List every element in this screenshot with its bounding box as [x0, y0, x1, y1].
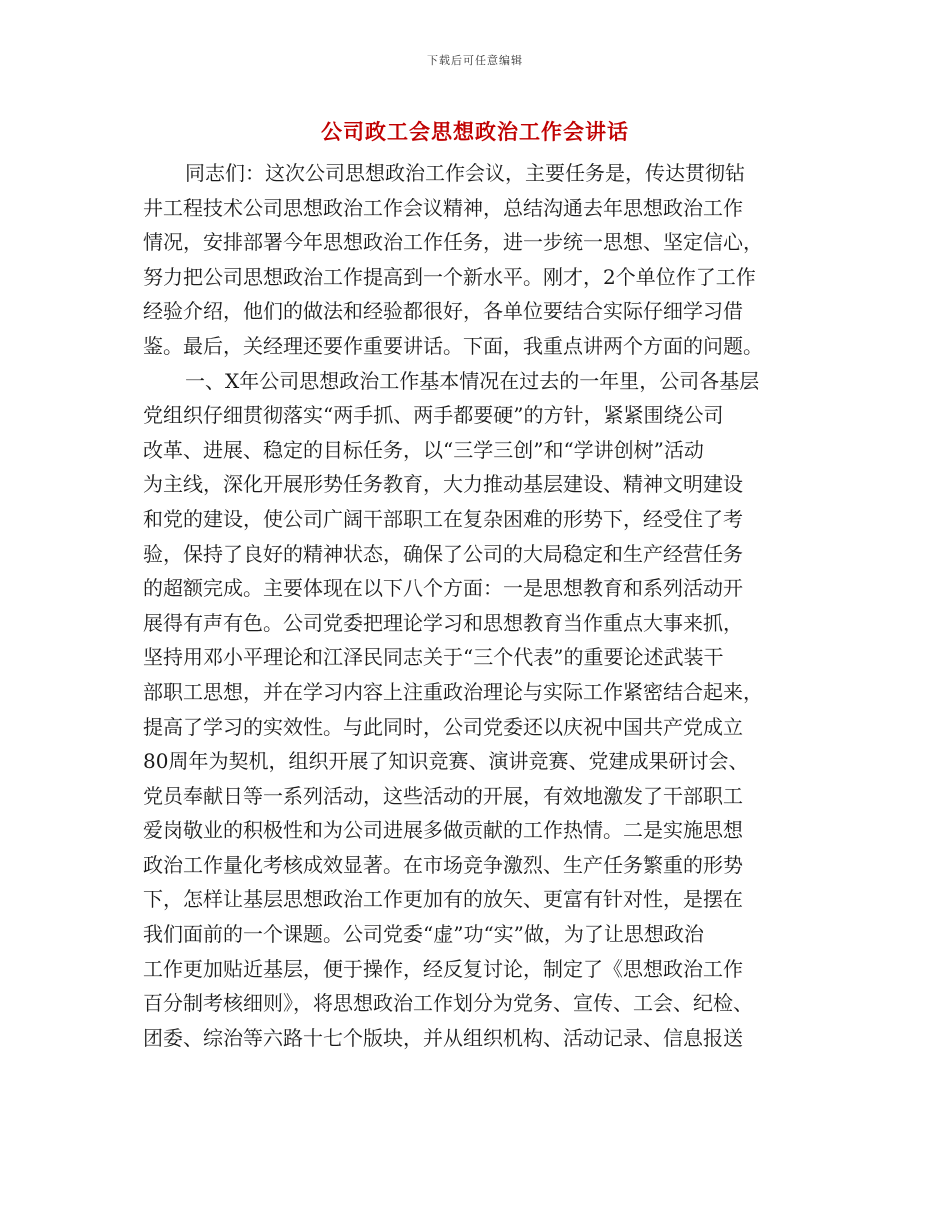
body-line: 井工程技术公司思想政治工作会议精神，总结沟通去年思想政治工作	[143, 195, 743, 220]
body-line: 验，保持了良好的精神状态，确保了公司的大局稳定和生产经营任务	[143, 541, 743, 566]
body-line: 和党的建设，使公司广阔干部职工在复杂困难的形势下，经受住了考	[143, 506, 743, 531]
body-line: 展得有声有色。公司党委把理论学习和思想教育当作重点大事来抓，	[143, 610, 743, 635]
body-line: 一、X年公司思想政治工作基本情况在过去的一年里，公司各基层	[185, 368, 760, 393]
body-line: 党组织仔细贯彻落实“两手抓、两手都要硬”的方针，紧紧围绕公司	[143, 403, 724, 428]
body-line: 坚持用邓小平理论和江泽民同志关于“三个代表”的重要论述武装干	[143, 645, 724, 670]
body-line: 情况，安排部署今年思想政治工作任务，进一步统一思想、坚定信心，	[143, 230, 763, 255]
body-line: 工作更加贴近基层，便于操作，经反复讨论，制定了《思想政治工作	[143, 956, 743, 981]
body-line: 爱岗敬业的积极性和为公司进展多做贡献的工作热情。二是实施思想	[143, 818, 743, 843]
body-line: 同志们：这次公司思想政治工作会议，主要任务是，传达贯彻钻	[185, 161, 745, 185]
body-line: 我们面前的一个课题。公司党委“虚”功“实”做，为了让思想政治	[143, 922, 704, 947]
body-line: 政治工作量化考核成效显著。在市场竞争激烈、生产任务繁重的形势	[143, 852, 743, 877]
document-title: 公司政工会思想政治工作会讲话	[321, 119, 629, 144]
body-line: 党员奉献日等一系列活动，这些活动的开展，有效地激发了干部职工	[143, 783, 743, 808]
body-line: 80周年为契机，组织开展了知识竞赛、演讲竞赛、党建成果研讨会、	[143, 749, 749, 774]
body-line: 努力把公司思想政治工作提高到一个新水平。刚才，2个单位作了工作	[143, 264, 756, 289]
page-header-note: 下载后可任意编辑	[427, 54, 523, 67]
body-line: 的超额完成。主要体现在以下八个方面：一是思想教育和系列活动开	[143, 576, 743, 601]
body-line: 团委、综治等六路十七个版块，并从组织机构、活动记录、信息报送	[143, 1025, 743, 1050]
body-line: 提高了学习的实效性。与此同时，公司党委还以庆祝中国共产党成立	[143, 714, 743, 739]
body-line: 经验介绍，他们的做法和经验都很好，各单位要结合实际仔细学习借	[143, 299, 743, 324]
body-line: 下，怎样让基层思想政治工作更加有的放矢、更富有针对性，是摆在	[143, 887, 743, 912]
body-line: 百分制考核细则》，将思想政治工作划分为党务、宣传、工会、纪检、	[143, 991, 753, 1016]
body-line: 改革、进展、稳定的目标任务，以“三学三创”和“学讲创树”活动	[143, 437, 704, 462]
body-line: 鉴。最后，关经理还要作重要讲话。下面，我重点讲两个方面的问题。	[143, 333, 763, 358]
document-body	[143, 156, 811, 1055]
body-line: 为主线，深化开展形势任务教育，大力推动基层建设、精神文明建设	[143, 472, 743, 497]
body-line: 部职工思想，并在学习内容上注重政治理论与实际工作紧密结合起来，	[143, 679, 763, 704]
